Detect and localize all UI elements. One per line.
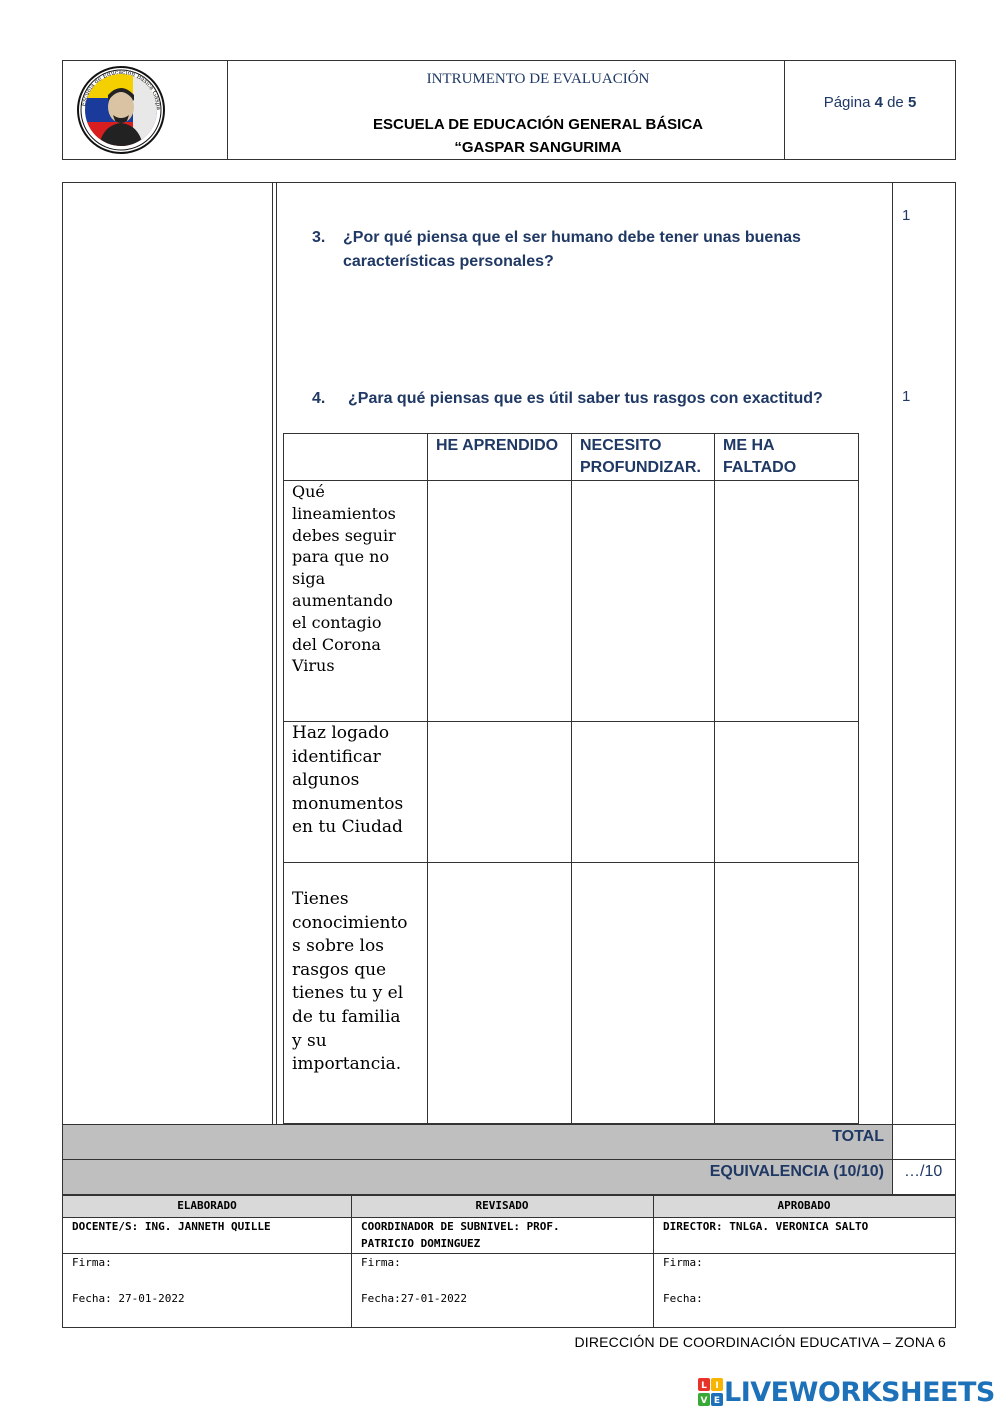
- criterion-line: el contagio: [292, 612, 382, 632]
- revisado-fecha: Fecha:27-01-2022: [361, 1292, 467, 1305]
- header-aprobado: APROBADO: [777, 1199, 831, 1212]
- page-indicator: [785, 94, 955, 111]
- criterion-line: Haz logado: [292, 723, 390, 743]
- question-3-number: 3.: [312, 229, 326, 246]
- col-line: [571, 434, 572, 1123]
- criterion-line: lineamientos: [292, 503, 396, 523]
- criterion-line: de tu familia: [292, 1006, 401, 1027]
- col-line: [427, 434, 428, 1123]
- question-3-text-line2: características personales?: [343, 253, 554, 270]
- page-current: 4: [874, 94, 883, 111]
- signature-table: [62, 1195, 956, 1328]
- question-4-number: 4.: [312, 390, 326, 407]
- elaborado-role: DOCENTE/S: ING. JANNETH QUILLE: [72, 1220, 271, 1233]
- header-faltado: FALTADO: [723, 459, 797, 476]
- criterion-line: y su: [292, 1030, 327, 1051]
- score-column-divider: [892, 183, 893, 1124]
- header-elaborado: ELABORADO: [177, 1199, 237, 1212]
- revisado-role-line2: PATRICIO DOMINGUEZ: [361, 1237, 481, 1250]
- revisado-firma: Firma:: [361, 1256, 401, 1269]
- elaborado-firma: Firma:: [72, 1256, 112, 1269]
- criterion-line: monumentos: [292, 793, 404, 814]
- aprobado-role: DIRECTOR: TNLGA. VERONICA SALTO: [663, 1220, 869, 1233]
- row-3-criterion: [292, 888, 408, 1077]
- school-name-line2: “GASPAR SANGURIMA: [454, 139, 622, 156]
- document-header: [62, 60, 956, 160]
- equivalence-value: …/10: [904, 1163, 943, 1180]
- header-he-aprendido: HE APRENDIDO: [436, 437, 559, 454]
- left-column-divider: [272, 183, 273, 1124]
- svg-text:Escuela de Educación Básica Ga: Escuela de Educación Básica Gaspa: [80, 68, 163, 111]
- totals-row-line: [63, 1159, 955, 1160]
- criterion-line: rasgos que: [292, 959, 387, 980]
- liveworksheets-brand-text: LIVEWORKSHEETS: [724, 1377, 995, 1408]
- svg-text:E: E: [713, 1396, 721, 1406]
- criterion-line: debes seguir: [292, 525, 396, 545]
- question-4-score: 1: [902, 388, 911, 405]
- svg-text:I: I: [715, 1381, 719, 1391]
- elaborado-fecha: Fecha: 27-01-2022: [72, 1292, 185, 1305]
- question-4-text: ¿Para qué piensas que es útil saber tus rasgos con exactitud?: [348, 390, 823, 407]
- row-2-criterion: [292, 722, 403, 840]
- instrument-title: INTRUMENTO DE EVALUACIÓN: [426, 71, 650, 87]
- row-line: [284, 862, 858, 863]
- criterion-line: tienes tu y el: [292, 983, 404, 1004]
- total-label: TOTAL: [832, 1128, 884, 1145]
- revisado-role-line1: COORDINADOR DE SUBNIVEL: PROF.: [361, 1220, 560, 1233]
- criterion-line: en tu Ciudad: [292, 817, 403, 838]
- row-1-criterion: [292, 481, 396, 677]
- page-total: 5: [907, 94, 917, 111]
- page-of: de: [882, 94, 908, 111]
- page-number-cell: [784, 61, 955, 159]
- self-assessment-table: [283, 433, 859, 1124]
- logo-cell: [63, 61, 228, 159]
- header-me-ha: ME HA: [723, 437, 775, 454]
- school-name-line1: ESCUELA DE EDUCACIÓN GENERAL BÁSICA: [372, 116, 704, 133]
- header-profundizar: PROFUNDIZAR.: [580, 459, 701, 476]
- left-column-divider-inner: [276, 183, 277, 1124]
- sig-col-line: [653, 1196, 654, 1327]
- liveworksheets-logo-icon: [698, 1378, 724, 1408]
- sig-col-line: [351, 1196, 352, 1327]
- criterion-line: siga: [292, 569, 326, 589]
- criterion-line: algunos: [292, 770, 360, 791]
- criterion-line: Qué: [292, 482, 325, 501]
- criterion-line: para que no: [292, 547, 390, 567]
- page-prefix: Página: [823, 94, 875, 111]
- svg-text:L: L: [701, 1381, 707, 1391]
- criterion-line: importancia.: [292, 1054, 402, 1075]
- header-revisado: REVISADO: [475, 1199, 529, 1212]
- header-necesito: NECESITO: [580, 437, 662, 454]
- footer-text: DIRECCIÓN DE COORDINACIÓN EDUCATIVA – ZONA 6: [574, 1334, 946, 1350]
- question-3-text-line1: ¿Por qué piensa que el ser humano debe tener unas buenas: [343, 229, 801, 246]
- equivalence-label: EQUIVALENCIA (10/10): [709, 1163, 884, 1180]
- criterion-line: Virus: [292, 656, 335, 676]
- criterion-line: aumentando: [292, 590, 393, 610]
- totals-section: [62, 1124, 956, 1195]
- school-logo: [63, 61, 227, 159]
- criterion-line: del Corona: [292, 634, 381, 654]
- question-3-score: 1: [902, 207, 911, 224]
- col-line: [714, 434, 715, 1123]
- liveworksheets-brand: [698, 1376, 998, 1410]
- sig-row-line: [63, 1217, 955, 1218]
- aprobado-firma: Firma:: [663, 1256, 703, 1269]
- criterion-line: Tienes: [292, 889, 349, 909]
- sig-row-line: [63, 1253, 955, 1254]
- criterion-line: conocimiento: [292, 912, 408, 933]
- svg-text:V: V: [700, 1396, 708, 1406]
- aprobado-fecha: Fecha:: [663, 1292, 703, 1305]
- criterion-line: s sobre los: [292, 936, 384, 957]
- criterion-line: identificar: [292, 746, 381, 767]
